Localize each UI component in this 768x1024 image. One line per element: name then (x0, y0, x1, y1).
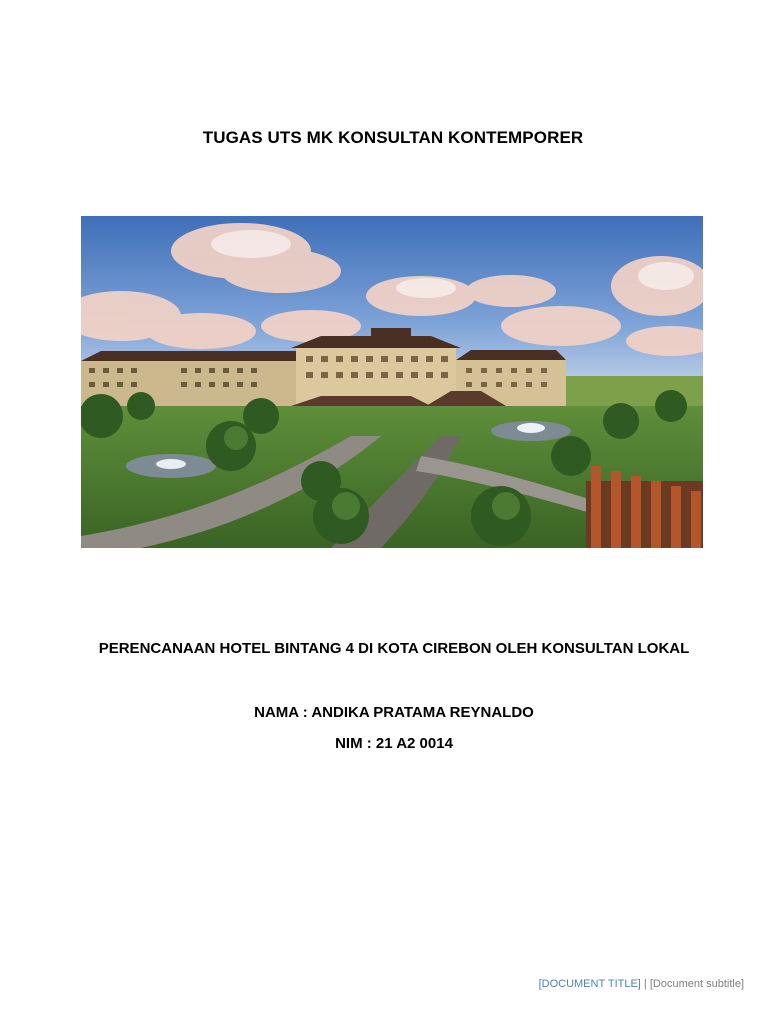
author-name: NAMA : ANDIKA PRATAMA REYNALDO (254, 704, 534, 721)
footer-document-title: [DOCUMENT TITLE] (538, 978, 641, 990)
page-footer (539, 978, 744, 990)
author-nim: NIM : 21 A2 0014 (335, 735, 453, 752)
footer-document-subtitle: [Document subtitle] (649, 978, 744, 990)
footer-separator: | (640, 978, 650, 990)
page-title: TUGAS UTS MK KONSULTAN KONTEMPORER (202, 128, 584, 147)
hotel-rendering-image (81, 216, 703, 548)
document-subtitle: PERENCANAAN HOTEL BINTANG 4 DI KOTA CIREBON OLEH KONSULTAN LOKAL (98, 640, 690, 657)
